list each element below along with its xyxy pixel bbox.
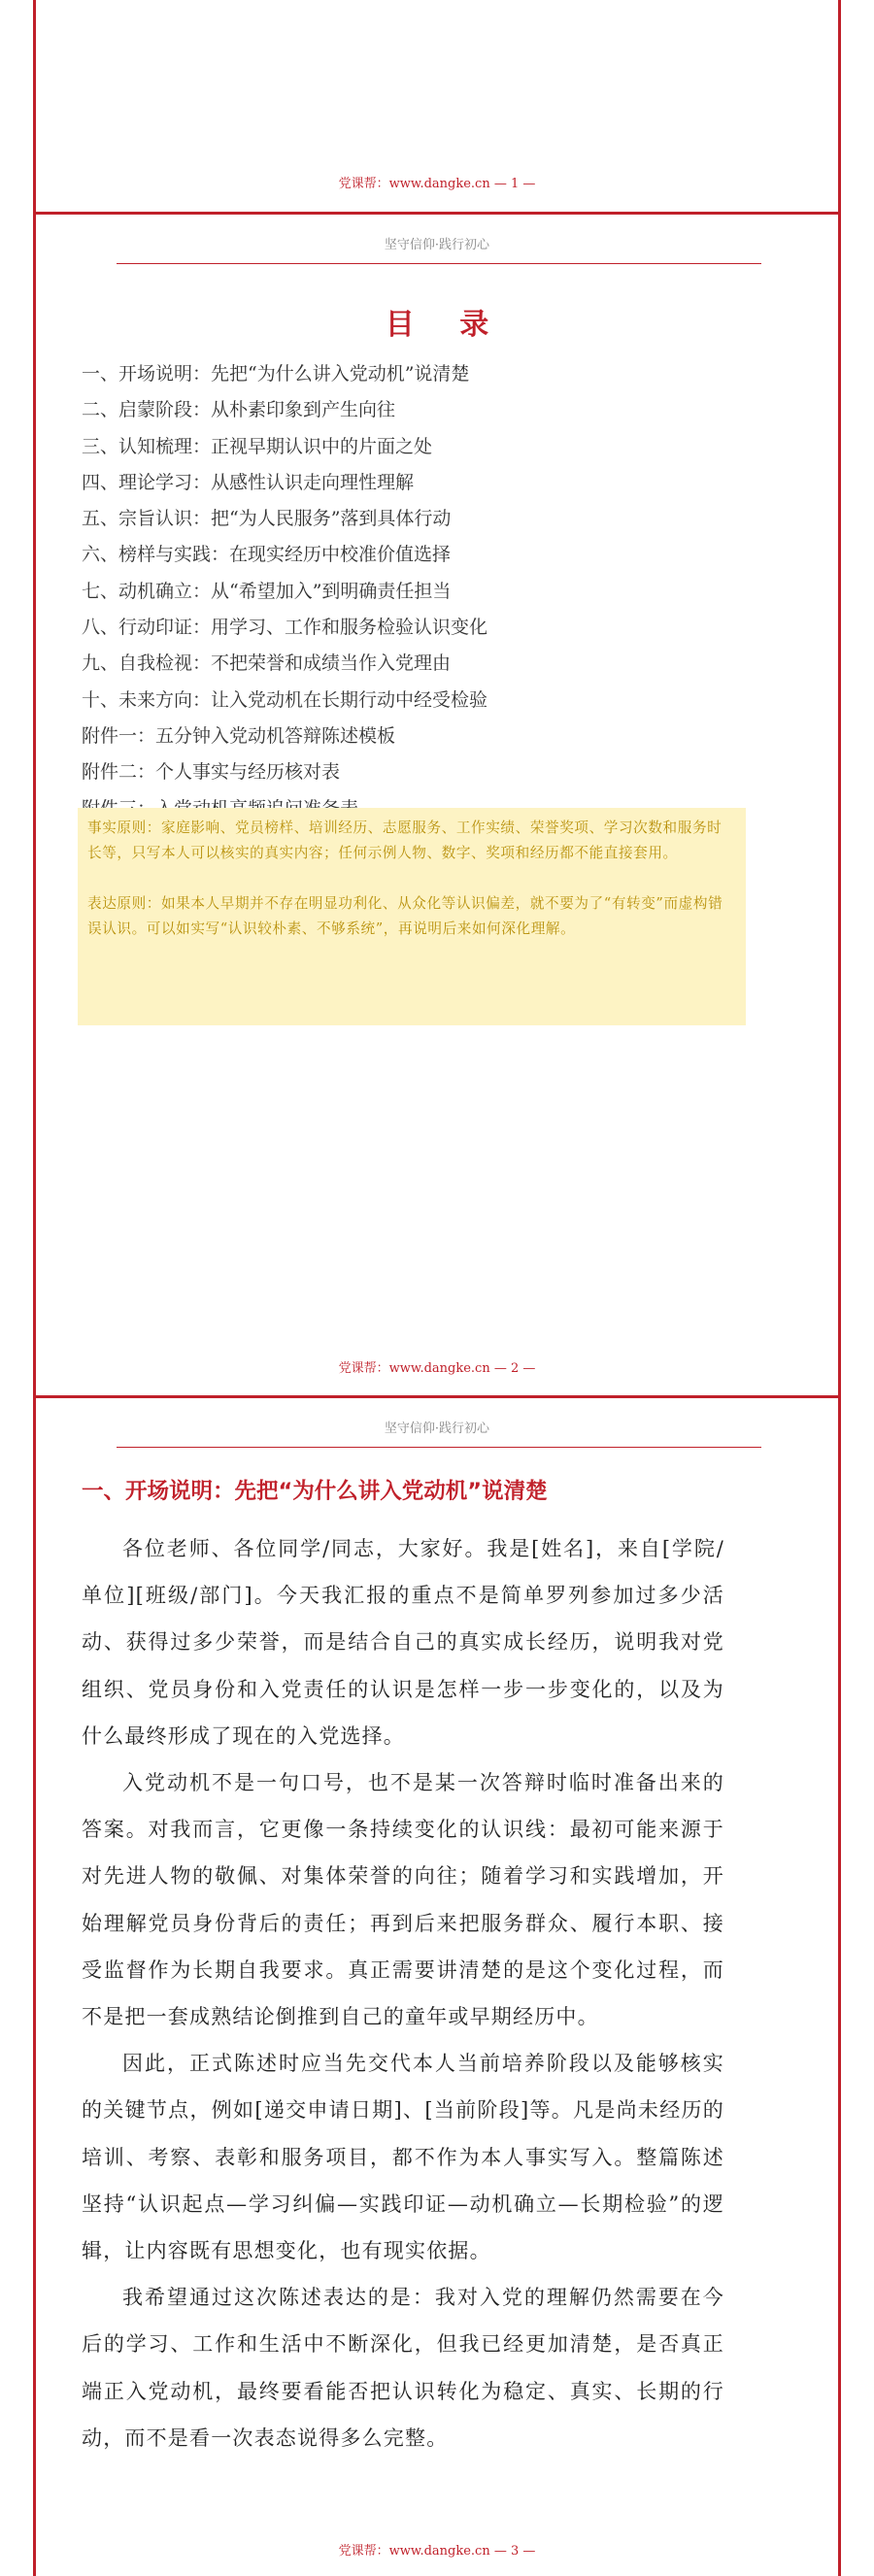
principles-note-box — [78, 808, 746, 1025]
page-2-header-rule — [117, 263, 761, 264]
page-3-header-rule — [117, 1447, 761, 1448]
fact-principle-note: 事实原则：家庭影响、党员榜样、培训经历、志愿服务、工作实绩、荣誉奖项、学习次数和服务时长等，只写本人可以核实的真实内容；任何示例人物、数字、奖项和经历都不能直接套用。 — [87, 820, 723, 861]
page-1 — [33, 0, 841, 212]
toc-item[interactable]: 九、自我检视：不把荣誉和成绩当作入党理由 — [82, 652, 452, 675]
paragraph: 各位老师、各位同学/同志，大家好。我是[姓名]，来自[学院/单位][班级/部门]。今天我汇报的重点不是简单罗列参加过多少活动、获得过多少荣誉，而是结合自己的真实成长经历，说明我对党组织、党员身份和入党责任的认识是怎样一步一步变化的，以及为什么最终形成了现在的入党选择。 — [82, 1537, 724, 1748]
page-3-footer: 党课帮：www.dangke.cn — 3 — — [338, 2544, 536, 2559]
toc-item[interactable]: 七、动机确立：从“希望加入”到明确责任担当 — [82, 580, 452, 602]
section-body — [82, 1525, 724, 2461]
section-title: 一、开场说明：先把“为什么讲入党动机”说清楚 — [82, 1479, 548, 1504]
toc-item[interactable]: 二、启蒙阶段：从朴素印象到产生向往 — [82, 399, 396, 421]
page-1-footer: 党课帮：www.dangke.cn — 1 — — [338, 177, 536, 191]
paragraph: 因此，正式陈述时应当先交代本人当前培养阶段以及能够核实的关键节点，例如[递交申请日期]、[当前阶段]等。凡是尚未经历的培训、考察、表彰和服务项目，都不作为本人事实写入。整篇陈述坚持“认识起点—学习纠偏—实践印证—动机确立—长期检验”的逻辑，让内容既有思想变化，也有现实依据。 — [82, 2052, 724, 2263]
paragraph: 入党动机不是一句口号，也不是某一次答辩时临时准备出来的答案。对我而言，它更像一条持续变化的认识线：最初可能来源于对先进人物的敬佩、对集体荣誉的向往；随着学习和实践增加，开始理解党员身份背后的责任；再到后来把服务群众、履行本职、接受监督作为长期自我要求。真正需要讲清楚的是这个变化过程，而不是把一套成熟结论倒推到自己的童年或早期经历中。 — [82, 1771, 724, 2029]
toc-list — [82, 356, 487, 827]
toc-item[interactable]: 六、榜样与实践：在现实经历中校准价值选择 — [82, 544, 452, 566]
page-2-header: 坚守信仰·践行初心 — [384, 238, 490, 252]
paragraph: 我希望通过这次陈述表达的是：我对入党的理解仍然需要在今后的学习、工作和生活中不断深化，但我已经更加清楚，是否真正端正入党动机，最终要看能否把认识转化为稳定、真实、长期的行动，而不是看一次表态说得多么完整。 — [82, 2286, 724, 2450]
toc-item[interactable]: 十、未来方向：让入党动机在长期行动中经受检验 — [82, 688, 488, 711]
page-2-footer: 党课帮：www.dangke.cn — 2 — — [338, 1361, 536, 1376]
toc-item[interactable]: 三、认知梳理：正视早期认识中的片面之处 — [82, 435, 433, 457]
toc-item[interactable]: 附件二：个人事实与经历核对表 — [82, 761, 341, 784]
toc-item[interactable]: 附件一：五分钟入党动机答辩陈述模板 — [82, 724, 396, 747]
toc-item[interactable]: 八、行动印证：用学习、工作和服务检验认识变化 — [82, 617, 488, 639]
toc-item[interactable]: 五、宗旨认识：把“为人民服务”落到具体行动 — [82, 508, 452, 530]
expression-principle-note: 表达原则：如果本人早期并不存在明显功利化、从众化等认识偏差，就不要为了“有转变”而虚构错误认识。可以如实写“认识较朴素、不够系统”，再说明后来如何深化理解。 — [87, 895, 723, 937]
page-3-header: 坚守信仰·践行初心 — [384, 1422, 490, 1436]
toc-title: 目 录 — [385, 308, 507, 342]
toc-item[interactable]: 四、理论学习：从感性认识走向理性理解 — [82, 471, 415, 493]
toc-item[interactable]: 一、开场说明：先把“为什么讲入党动机”说清楚 — [82, 363, 470, 385]
